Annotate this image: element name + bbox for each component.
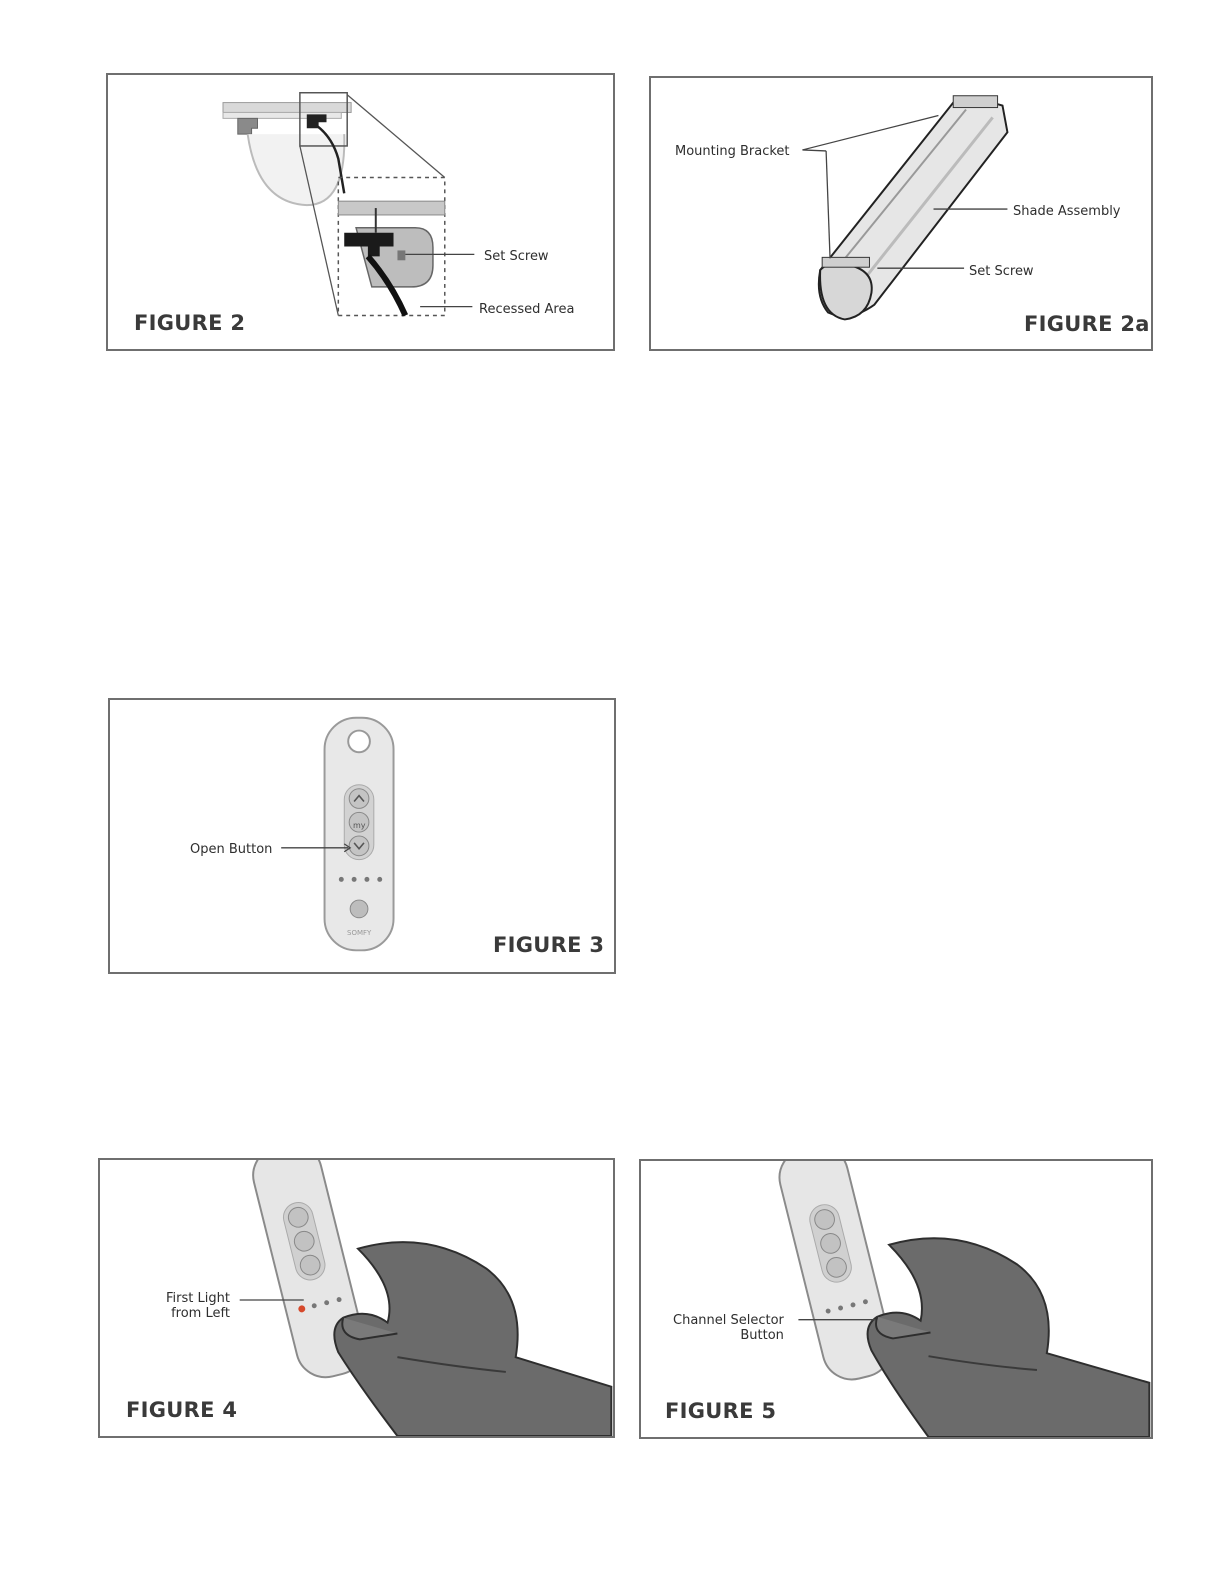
mounting-bracket-label: Mounting Bracket: [675, 144, 790, 159]
first-light-line2: from Left: [171, 1306, 230, 1321]
figure-5-illustration: [641, 1161, 1151, 1437]
open-button: [349, 836, 369, 856]
figure-title: FIGURE 4: [126, 1398, 238, 1422]
channel-selector-line2: Button: [740, 1328, 784, 1343]
brand-label: SOMFY: [347, 929, 372, 937]
set-screw-label: Set Screw: [484, 249, 549, 264]
figure-4-panel: [98, 1158, 615, 1438]
recessed-area-label: Recessed Area: [479, 302, 575, 317]
figure-3-panel: [108, 698, 616, 974]
set-screw-label: Set Screw: [969, 264, 1034, 279]
figure-title: FIGURE 5: [665, 1399, 777, 1423]
figure-title: FIGURE 3: [493, 933, 605, 957]
channel-selector-line1: Channel Selector: [673, 1313, 784, 1328]
shade-assembly-label: Shade Assembly: [1013, 204, 1121, 219]
first-light-line1: First Light: [166, 1291, 230, 1306]
my-button-label: my: [353, 821, 366, 830]
figure-title: FIGURE 2a: [1024, 312, 1150, 336]
channel-selector-label: [673, 1313, 784, 1343]
first-light-label: [166, 1291, 230, 1321]
up-button: [349, 789, 369, 809]
figure-2a-panel: [649, 76, 1153, 351]
figure-2-panel: [106, 73, 615, 351]
figure-title: FIGURE 2: [134, 311, 246, 335]
figure-5-panel: [639, 1159, 1153, 1439]
open-button-label: Open Button: [190, 842, 273, 857]
